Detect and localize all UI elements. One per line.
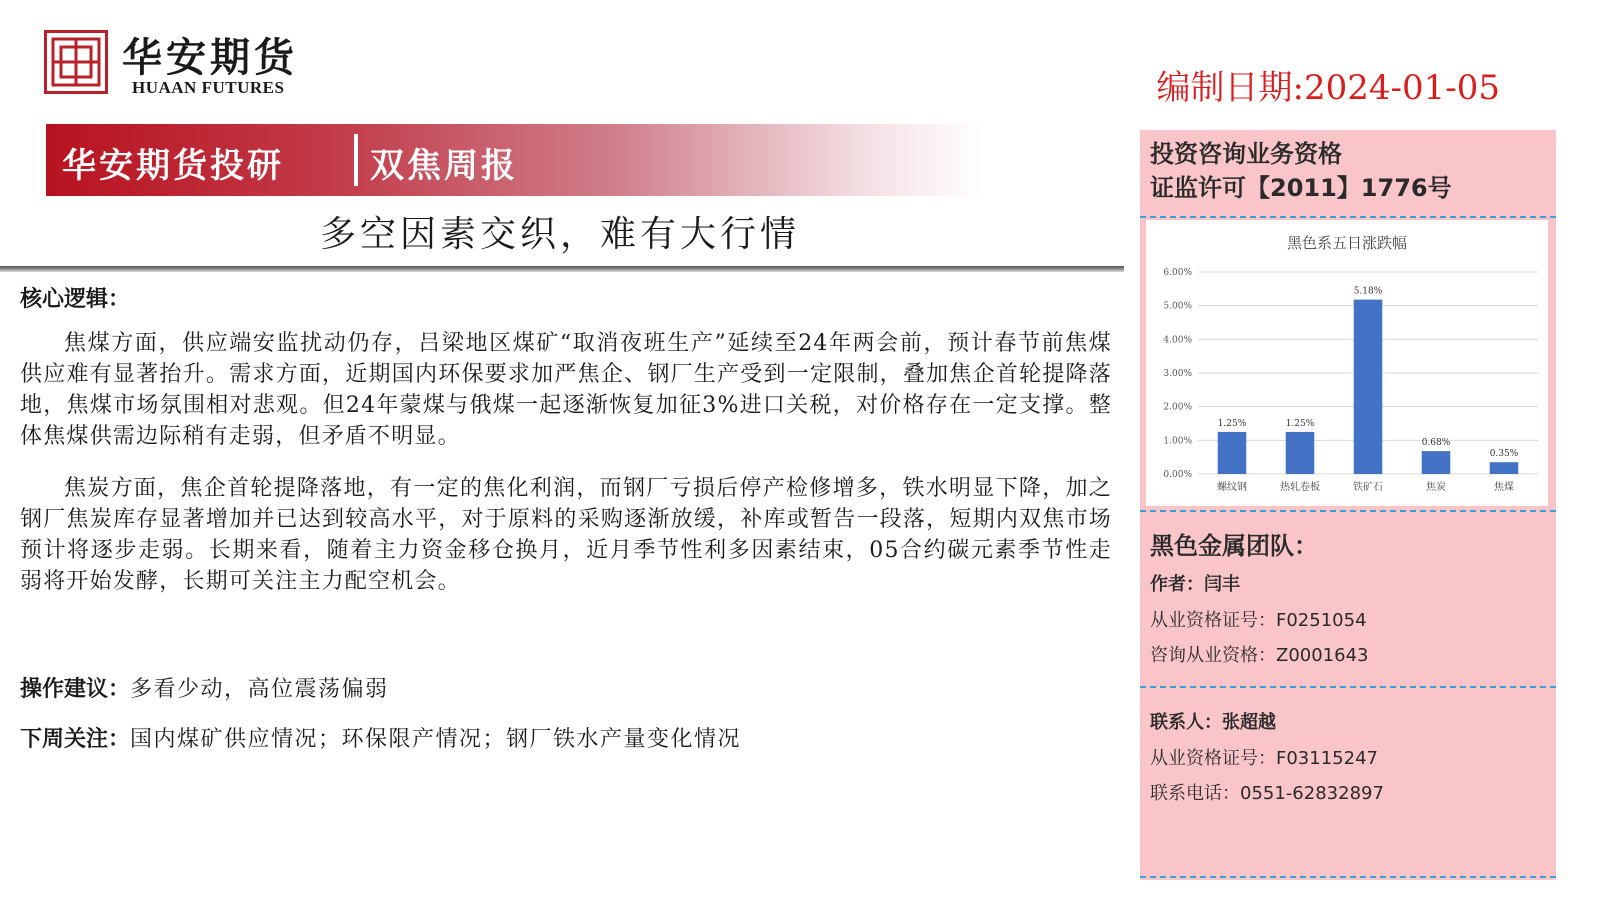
sidebar-divider xyxy=(1140,216,1556,218)
data-label: 0.68% xyxy=(1421,438,1451,449)
banner-divider xyxy=(354,134,358,186)
next-week-focus xyxy=(20,722,741,753)
banner-report-name: 双焦周报 xyxy=(370,146,518,186)
coke-paragraph: 焦炭方面，焦企首轮提降落地，有一定的焦化利润，而钢厂亏损后停产检修增多，铁水明显下降，加之钢厂焦炭库存显著增加并已达到较高水平，对于原料的采购逐渐放缓，补库或暂告一段落，短期内双焦市场预计将逐步走弱。长期来看，随着主力资金移仓换月，近月季节性利多因素结束，05合约碳元素季节性走弱将开始发酵，长期可关注主力配空机会。 xyxy=(20,476,1112,594)
contact-phone: 联系电话：0551-62832897 xyxy=(1150,783,1384,804)
team-title: 黑色金属团队： xyxy=(1150,532,1318,560)
x-tick-label: 铁矿石 xyxy=(1353,482,1383,493)
next-week-text: 国内煤矿供应情况；环保限产情况；钢厂铁水产量变化情况 xyxy=(130,727,742,752)
operation-advice xyxy=(20,672,389,703)
info-sidebar xyxy=(1140,130,1556,880)
y-tick-label: 2.00% xyxy=(1163,402,1192,413)
x-tick-label: 焦炭 xyxy=(1426,482,1446,493)
y-tick-label: 6.00% xyxy=(1163,268,1192,278)
y-tick-label: 4.00% xyxy=(1163,335,1192,346)
bar-3 xyxy=(1422,451,1451,474)
operation-advice-label: 操作建议： xyxy=(20,677,131,702)
sidebar-divider xyxy=(1140,876,1556,878)
data-label: 0.35% xyxy=(1489,449,1519,460)
data-label: 5.18% xyxy=(1353,286,1383,297)
x-tick-label: 螺纹钢 xyxy=(1217,482,1247,493)
bar-4 xyxy=(1490,462,1519,474)
contact-person: 联系人：张超越 xyxy=(1150,712,1276,733)
report-headline: 多空因素交织，难有大行情 xyxy=(319,214,800,255)
y-tick-label: 5.00% xyxy=(1163,301,1192,312)
author-name: 作者：闫丰 xyxy=(1150,574,1240,595)
company-logo-chinese: 华安期货 xyxy=(122,34,298,81)
qualification-line-2: 证监许可【2011】1776号 xyxy=(1150,174,1452,202)
data-label: 1.25% xyxy=(1217,418,1247,429)
bar-0 xyxy=(1218,432,1247,474)
contact-cert-number: 从业资格证号：F03115247 xyxy=(1150,748,1378,769)
company-logo-english: HUAAN FUTURES xyxy=(132,78,285,97)
company-logo-mark xyxy=(44,30,108,94)
author-cert-number: 从业资格证号：F0251054 xyxy=(1150,610,1367,631)
x-tick-label: 焦煤 xyxy=(1494,482,1514,493)
compile-date: 编制日期:2024-01-05 xyxy=(1156,68,1500,108)
operation-advice-text: 多看少动，高位震荡偏弱 xyxy=(130,677,389,702)
coking-coal-paragraph: 焦煤方面，供应端安监扰动仍存，吕梁地区煤矿“取消夜班生产”延续至24年两会前，预计春节前焦煤供应难有显著抬升。需求方面，近期国内环保要求加严焦企、钢厂生产受到一定限制，叠加焦企首轮提降落地，焦煤市场氛围相对悲观。但24年蒙煤与俄煤一起逐渐恢复加征3%进口关税，对价格存在一定支撑。整体焦煤供需边际稍有走弱，但矛盾不明显。 xyxy=(20,331,1112,449)
next-week-label: 下周关注： xyxy=(20,727,131,752)
sidebar-divider xyxy=(1140,510,1556,512)
data-label: 1.25% xyxy=(1285,418,1315,429)
y-tick-label: 1.00% xyxy=(1163,436,1192,447)
author-consult-number: 咨询从业资格：Z0001643 xyxy=(1150,645,1369,666)
headline-rule xyxy=(0,266,1124,272)
x-tick-label: 热轧卷板 xyxy=(1280,482,1320,493)
core-logic-label: 核心逻辑： xyxy=(20,287,131,312)
bar-1 xyxy=(1286,432,1315,474)
chart-title: 黑色系五日涨跌幅 xyxy=(1286,234,1408,252)
qualification-line-1: 投资咨询业务资格 xyxy=(1150,140,1342,168)
bar-2 xyxy=(1354,300,1383,474)
bar-chart-svg xyxy=(1146,220,1548,506)
report-title-banner xyxy=(46,124,986,196)
banner-brand: 华安期货投研 xyxy=(62,146,284,186)
y-tick-label: 0.00% xyxy=(1163,470,1192,480)
sidebar-divider xyxy=(1140,686,1556,688)
y-tick-label: 3.00% xyxy=(1163,369,1192,379)
five-day-change-chart xyxy=(1146,220,1548,506)
